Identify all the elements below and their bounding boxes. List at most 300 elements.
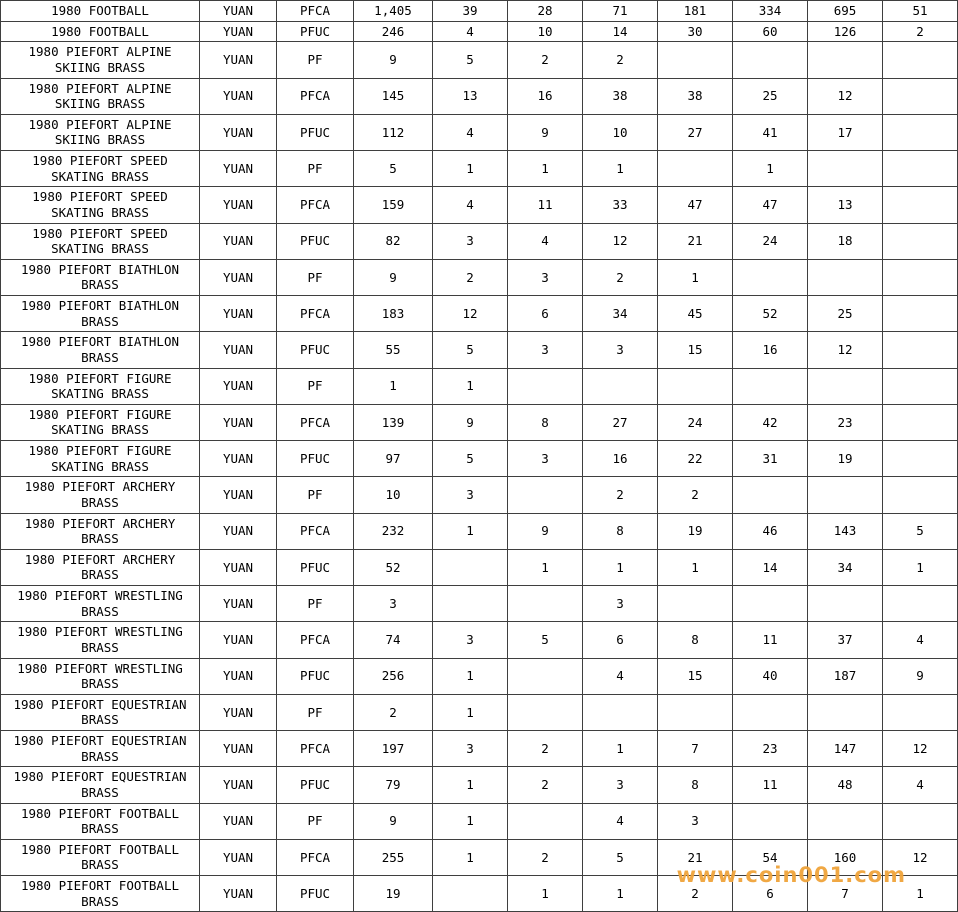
- cell-currency: YUAN: [200, 477, 277, 513]
- cell-currency: YUAN: [200, 441, 277, 477]
- cell-n3: 3: [583, 586, 658, 622]
- cell-n3: 12: [583, 223, 658, 259]
- cell-n1: 3: [433, 223, 508, 259]
- cell-description: 1980 PIEFORT EQUESTRIAN BRASS: [1, 731, 200, 767]
- table-row: [1, 513, 958, 549]
- cell-n1: 12: [433, 296, 508, 332]
- cell-n3: 2: [583, 42, 658, 78]
- cell-currency: YUAN: [200, 368, 277, 404]
- cell-n3: 14: [583, 21, 658, 42]
- cell-n4: 1: [658, 549, 733, 585]
- cell-n4: 21: [658, 223, 733, 259]
- cell-n4: [658, 694, 733, 730]
- table-row: [1, 731, 958, 767]
- cell-grade: PFUC: [277, 767, 354, 803]
- cell-currency: YUAN: [200, 1, 277, 22]
- cell-n2: 3: [508, 259, 583, 295]
- cell-n6: 12: [808, 332, 883, 368]
- cell-n6: [808, 477, 883, 513]
- cell-n1: 9: [433, 404, 508, 440]
- cell-n5: 47: [733, 187, 808, 223]
- cell-grade: PF: [277, 586, 354, 622]
- cell-description: 1980 PIEFORT ALPINE SKIING BRASS: [1, 42, 200, 78]
- cell-n6: 147: [808, 731, 883, 767]
- cell-n6: [808, 151, 883, 187]
- cell-n2: [508, 368, 583, 404]
- cell-n6: 23: [808, 404, 883, 440]
- cell-n5: 24: [733, 223, 808, 259]
- cell-grade: PFCA: [277, 187, 354, 223]
- cell-n6: 48: [808, 767, 883, 803]
- cell-n5: [733, 368, 808, 404]
- cell-n2: 4: [508, 223, 583, 259]
- cell-currency: YUAN: [200, 78, 277, 114]
- cell-description: 1980 PIEFORT FOOTBALL BRASS: [1, 803, 200, 839]
- cell-description: 1980 PIEFORT FIGURE SKATING BRASS: [1, 368, 200, 404]
- cell-n1: 1: [433, 803, 508, 839]
- cell-n3: 1: [583, 549, 658, 585]
- cell-n7: 12: [883, 839, 958, 875]
- cell-grade: PF: [277, 477, 354, 513]
- cell-n6: 126: [808, 21, 883, 42]
- cell-description: 1980 PIEFORT FOOTBALL BRASS: [1, 876, 200, 912]
- cell-total: 19: [354, 876, 433, 912]
- cell-n2: 9: [508, 513, 583, 549]
- cell-n5: 54: [733, 839, 808, 875]
- cell-total: 9: [354, 259, 433, 295]
- cell-n6: 18: [808, 223, 883, 259]
- cell-n3: [583, 694, 658, 730]
- table-row: [1, 223, 958, 259]
- cell-n3: 10: [583, 114, 658, 150]
- cell-n1: 2: [433, 259, 508, 295]
- cell-grade: PFCA: [277, 839, 354, 875]
- table-row: [1, 839, 958, 875]
- cell-total: 82: [354, 223, 433, 259]
- cell-n7: 5: [883, 513, 958, 549]
- cell-total: 52: [354, 549, 433, 585]
- cell-n2: 11: [508, 187, 583, 223]
- cell-grade: PFCA: [277, 404, 354, 440]
- cell-n6: 143: [808, 513, 883, 549]
- cell-grade: PF: [277, 151, 354, 187]
- cell-n4: 24: [658, 404, 733, 440]
- cell-n3: 16: [583, 441, 658, 477]
- cell-currency: YUAN: [200, 586, 277, 622]
- cell-n4: 2: [658, 477, 733, 513]
- cell-n3: 1: [583, 731, 658, 767]
- cell-n2: [508, 658, 583, 694]
- cell-n7: [883, 332, 958, 368]
- cell-n2: 2: [508, 839, 583, 875]
- table-row: [1, 259, 958, 295]
- cell-n1: 3: [433, 622, 508, 658]
- cell-n4: [658, 151, 733, 187]
- cell-n6: 7: [808, 876, 883, 912]
- cell-n4: [658, 368, 733, 404]
- cell-total: 1,405: [354, 1, 433, 22]
- cell-grade: PF: [277, 694, 354, 730]
- cell-n1: 5: [433, 441, 508, 477]
- cell-n5: [733, 586, 808, 622]
- cell-description: 1980 FOOTBALL: [1, 21, 200, 42]
- cell-n7: [883, 223, 958, 259]
- cell-n7: [883, 586, 958, 622]
- cell-description: 1980 PIEFORT ARCHERY BRASS: [1, 477, 200, 513]
- table-row: [1, 78, 958, 114]
- cell-n7: 2: [883, 21, 958, 42]
- cell-n3: 1: [583, 151, 658, 187]
- cell-total: 10: [354, 477, 433, 513]
- cell-n5: 11: [733, 622, 808, 658]
- cell-n4: 47: [658, 187, 733, 223]
- cell-description: 1980 PIEFORT SPEED SKATING BRASS: [1, 223, 200, 259]
- cell-n1: 4: [433, 114, 508, 150]
- cell-n7: [883, 803, 958, 839]
- cell-n4: 7: [658, 731, 733, 767]
- cell-n4: 15: [658, 658, 733, 694]
- cell-grade: PF: [277, 42, 354, 78]
- cell-n4: 30: [658, 21, 733, 42]
- cell-description: 1980 PIEFORT ALPINE SKIING BRASS: [1, 114, 200, 150]
- cell-total: 5: [354, 151, 433, 187]
- table-row: [1, 586, 958, 622]
- table-row: [1, 114, 958, 150]
- cell-description: 1980 PIEFORT WRESTLING BRASS: [1, 586, 200, 622]
- cell-currency: YUAN: [200, 658, 277, 694]
- cell-total: 74: [354, 622, 433, 658]
- table-row: [1, 549, 958, 585]
- table-row: [1, 151, 958, 187]
- cell-n4: 27: [658, 114, 733, 150]
- cell-n4: [658, 42, 733, 78]
- cell-n6: [808, 803, 883, 839]
- cell-grade: PF: [277, 259, 354, 295]
- cell-description: 1980 PIEFORT WRESTLING BRASS: [1, 658, 200, 694]
- cell-n4: 22: [658, 441, 733, 477]
- cell-grade: PF: [277, 368, 354, 404]
- cell-n3: 34: [583, 296, 658, 332]
- table-row: [1, 803, 958, 839]
- cell-n7: [883, 151, 958, 187]
- cell-n6: 17: [808, 114, 883, 150]
- cell-n2: 8: [508, 404, 583, 440]
- cell-total: 1: [354, 368, 433, 404]
- table-row: [1, 876, 958, 912]
- cell-n2: [508, 477, 583, 513]
- cell-n3: 1: [583, 876, 658, 912]
- cell-currency: YUAN: [200, 114, 277, 150]
- cell-n5: 25: [733, 78, 808, 114]
- cell-total: 159: [354, 187, 433, 223]
- cell-n7: [883, 477, 958, 513]
- cell-n1: 4: [433, 187, 508, 223]
- cell-currency: YUAN: [200, 187, 277, 223]
- cell-n2: 1: [508, 151, 583, 187]
- cell-n1: [433, 586, 508, 622]
- cell-description: 1980 PIEFORT EQUESTRIAN BRASS: [1, 694, 200, 730]
- cell-n6: 19: [808, 441, 883, 477]
- cell-n2: 9: [508, 114, 583, 150]
- cell-n4: 19: [658, 513, 733, 549]
- cell-n4: 3: [658, 803, 733, 839]
- cell-n5: 14: [733, 549, 808, 585]
- cell-n7: 12: [883, 731, 958, 767]
- cell-n6: 34: [808, 549, 883, 585]
- cell-n3: 38: [583, 78, 658, 114]
- cell-grade: PFUC: [277, 114, 354, 150]
- cell-n1: 4: [433, 21, 508, 42]
- cell-total: 139: [354, 404, 433, 440]
- cell-n6: 37: [808, 622, 883, 658]
- cell-n5: 1: [733, 151, 808, 187]
- cell-n3: 3: [583, 332, 658, 368]
- cell-description: 1980 PIEFORT ALPINE SKIING BRASS: [1, 78, 200, 114]
- cell-n5: [733, 42, 808, 78]
- cell-n4: 15: [658, 332, 733, 368]
- cell-description: 1980 PIEFORT BIATHLON BRASS: [1, 332, 200, 368]
- cell-n7: [883, 368, 958, 404]
- cell-n2: 2: [508, 731, 583, 767]
- cell-description: 1980 PIEFORT SPEED SKATING BRASS: [1, 187, 200, 223]
- cell-n1: 1: [433, 368, 508, 404]
- cell-total: 232: [354, 513, 433, 549]
- cell-total: 2: [354, 694, 433, 730]
- cell-n3: [583, 368, 658, 404]
- cell-n1: 5: [433, 42, 508, 78]
- cell-n2: 1: [508, 549, 583, 585]
- table-row: [1, 441, 958, 477]
- cell-total: 97: [354, 441, 433, 477]
- cell-total: 112: [354, 114, 433, 150]
- cell-currency: YUAN: [200, 404, 277, 440]
- cell-n6: 25: [808, 296, 883, 332]
- cell-n6: [808, 586, 883, 622]
- cell-n7: [883, 187, 958, 223]
- cell-n6: 160: [808, 839, 883, 875]
- table-row: [1, 296, 958, 332]
- cell-n2: 2: [508, 42, 583, 78]
- cell-description: 1980 PIEFORT SPEED SKATING BRASS: [1, 151, 200, 187]
- cell-n4: 8: [658, 767, 733, 803]
- site-watermark: www.coin001.com: [676, 863, 906, 887]
- cell-currency: YUAN: [200, 622, 277, 658]
- cell-n4: 45: [658, 296, 733, 332]
- cell-grade: PFCA: [277, 1, 354, 22]
- cell-n3: 5: [583, 839, 658, 875]
- cell-description: 1980 PIEFORT BIATHLON BRASS: [1, 296, 200, 332]
- cell-currency: YUAN: [200, 151, 277, 187]
- cell-n2: [508, 694, 583, 730]
- table-row: [1, 404, 958, 440]
- table-row: [1, 658, 958, 694]
- cell-grade: PFUC: [277, 441, 354, 477]
- cell-currency: YUAN: [200, 332, 277, 368]
- cell-description: 1980 PIEFORT ARCHERY BRASS: [1, 513, 200, 549]
- table-row: [1, 767, 958, 803]
- cell-n2: 16: [508, 78, 583, 114]
- cell-n6: 12: [808, 78, 883, 114]
- cell-n1: 13: [433, 78, 508, 114]
- table-row: [1, 332, 958, 368]
- cell-currency: YUAN: [200, 259, 277, 295]
- cell-grade: PFUC: [277, 876, 354, 912]
- cell-total: 9: [354, 803, 433, 839]
- cell-currency: YUAN: [200, 731, 277, 767]
- cell-n5: 41: [733, 114, 808, 150]
- cell-n7: 9: [883, 658, 958, 694]
- cell-grade: PFUC: [277, 332, 354, 368]
- cell-n5: 6: [733, 876, 808, 912]
- cell-n1: [433, 549, 508, 585]
- cell-currency: YUAN: [200, 767, 277, 803]
- cell-description: 1980 PIEFORT FIGURE SKATING BRASS: [1, 404, 200, 440]
- cell-n5: 31: [733, 441, 808, 477]
- table-row: [1, 368, 958, 404]
- cell-n7: 51: [883, 1, 958, 22]
- cell-n4: 8: [658, 622, 733, 658]
- cell-grade: PFUC: [277, 549, 354, 585]
- cell-n5: 46: [733, 513, 808, 549]
- cell-grade: PFCA: [277, 731, 354, 767]
- cell-n7: [883, 404, 958, 440]
- cell-grade: PFUC: [277, 658, 354, 694]
- cell-n3: 4: [583, 658, 658, 694]
- cell-n6: [808, 694, 883, 730]
- cell-n1: 1: [433, 839, 508, 875]
- cell-grade: PF: [277, 803, 354, 839]
- cell-currency: YUAN: [200, 839, 277, 875]
- cell-description: 1980 PIEFORT EQUESTRIAN BRASS: [1, 767, 200, 803]
- cell-total: 55: [354, 332, 433, 368]
- cell-grade: PFCA: [277, 622, 354, 658]
- cell-n1: 1: [433, 151, 508, 187]
- cell-n3: 6: [583, 622, 658, 658]
- cell-total: 256: [354, 658, 433, 694]
- cell-n2: 3: [508, 441, 583, 477]
- cell-total: 183: [354, 296, 433, 332]
- cell-description: 1980 PIEFORT FIGURE SKATING BRASS: [1, 441, 200, 477]
- table-row: [1, 187, 958, 223]
- cell-n1: 1: [433, 658, 508, 694]
- cell-n2: 10: [508, 21, 583, 42]
- cell-grade: PFUC: [277, 21, 354, 42]
- cell-description: 1980 PIEFORT WRESTLING BRASS: [1, 622, 200, 658]
- cell-n1: 1: [433, 694, 508, 730]
- cell-n5: 42: [733, 404, 808, 440]
- cell-n4: 38: [658, 78, 733, 114]
- cell-n6: [808, 259, 883, 295]
- cell-description: 1980 FOOTBALL: [1, 1, 200, 22]
- cell-n6: 695: [808, 1, 883, 22]
- cell-n5: 52: [733, 296, 808, 332]
- cell-description: 1980 PIEFORT BIATHLON BRASS: [1, 259, 200, 295]
- cell-total: 197: [354, 731, 433, 767]
- cell-n5: [733, 259, 808, 295]
- table-row: [1, 477, 958, 513]
- cell-n4: 181: [658, 1, 733, 22]
- cell-currency: YUAN: [200, 694, 277, 730]
- cell-n7: [883, 42, 958, 78]
- cell-n5: [733, 803, 808, 839]
- cell-n5: 334: [733, 1, 808, 22]
- cell-n5: 23: [733, 731, 808, 767]
- cell-n2: [508, 586, 583, 622]
- table-row: [1, 42, 958, 78]
- cell-n2: 5: [508, 622, 583, 658]
- cell-currency: YUAN: [200, 223, 277, 259]
- cell-total: 255: [354, 839, 433, 875]
- cell-grade: PFCA: [277, 513, 354, 549]
- cell-description: 1980 PIEFORT ARCHERY BRASS: [1, 549, 200, 585]
- cell-n5: [733, 477, 808, 513]
- cell-n7: [883, 259, 958, 295]
- cell-currency: YUAN: [200, 876, 277, 912]
- cell-currency: YUAN: [200, 803, 277, 839]
- table-body: [1, 1, 958, 912]
- cell-n2: 3: [508, 332, 583, 368]
- cell-n5: 60: [733, 21, 808, 42]
- cell-total: 9: [354, 42, 433, 78]
- cell-n3: 3: [583, 767, 658, 803]
- cell-n6: 187: [808, 658, 883, 694]
- cell-n5: 11: [733, 767, 808, 803]
- cell-grade: PFUC: [277, 223, 354, 259]
- cell-n4: 1: [658, 259, 733, 295]
- cell-n1: 3: [433, 477, 508, 513]
- cell-currency: YUAN: [200, 21, 277, 42]
- cell-n1: 1: [433, 767, 508, 803]
- cell-n4: 2: [658, 876, 733, 912]
- cell-n7: 4: [883, 767, 958, 803]
- table-row: [1, 21, 958, 42]
- cell-n2: [508, 803, 583, 839]
- cell-n1: 5: [433, 332, 508, 368]
- table-row: [1, 1, 958, 22]
- cell-currency: YUAN: [200, 513, 277, 549]
- cell-n7: 4: [883, 622, 958, 658]
- cell-n1: 1: [433, 513, 508, 549]
- cell-n3: 33: [583, 187, 658, 223]
- cell-n7: 1: [883, 549, 958, 585]
- table-row: [1, 694, 958, 730]
- cell-n5: [733, 694, 808, 730]
- cell-grade: PFCA: [277, 78, 354, 114]
- cell-description: 1980 PIEFORT FOOTBALL BRASS: [1, 839, 200, 875]
- cell-n7: [883, 694, 958, 730]
- cell-n3: 2: [583, 477, 658, 513]
- cell-n2: 1: [508, 876, 583, 912]
- cell-n4: 21: [658, 839, 733, 875]
- cell-currency: YUAN: [200, 296, 277, 332]
- cell-n3: 8: [583, 513, 658, 549]
- cell-n1: 3: [433, 731, 508, 767]
- cell-n2: 2: [508, 767, 583, 803]
- cell-n1: 39: [433, 1, 508, 22]
- cell-currency: YUAN: [200, 549, 277, 585]
- cell-n7: [883, 114, 958, 150]
- cell-n2: 6: [508, 296, 583, 332]
- cell-n3: 71: [583, 1, 658, 22]
- cell-n6: [808, 368, 883, 404]
- cell-n4: [658, 586, 733, 622]
- cell-n3: 4: [583, 803, 658, 839]
- cell-n7: [883, 296, 958, 332]
- cell-total: 3: [354, 586, 433, 622]
- cell-n7: [883, 441, 958, 477]
- cell-n5: 40: [733, 658, 808, 694]
- cell-n1: [433, 876, 508, 912]
